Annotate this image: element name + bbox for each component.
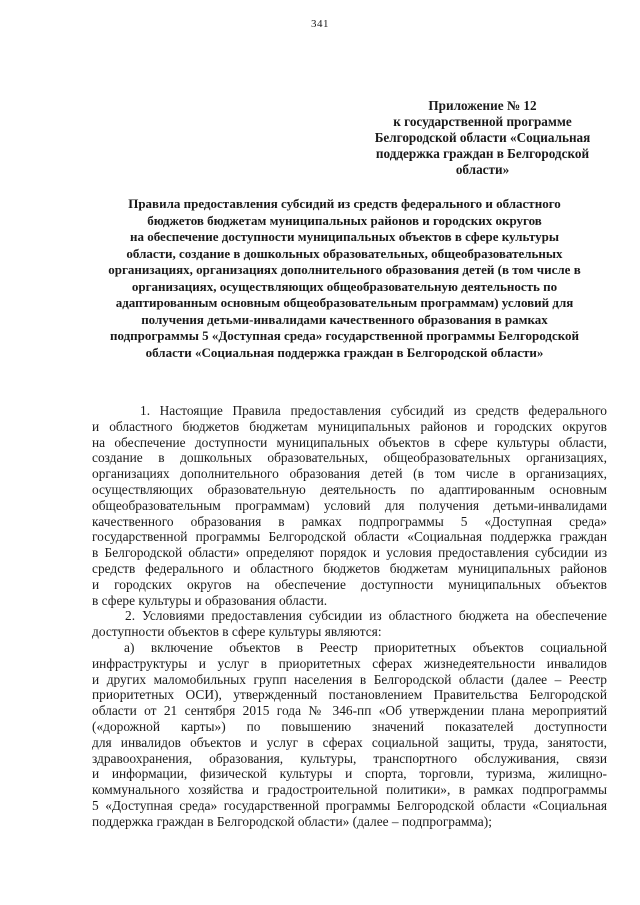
page-number: 341 <box>311 18 329 30</box>
body-line: 2. Условиями предоставления субсидии из областного бюджета на обеспечение <box>125 608 607 624</box>
document-body <box>92 403 607 830</box>
document-title <box>92 196 597 361</box>
appendix-line: области» <box>455 162 510 177</box>
title-line: получения детьми-инвалидами качественного образования в рамках <box>141 311 548 327</box>
body-line: и городских округов на обеспечение доступности муниципальных объектов <box>92 576 607 592</box>
body-line: здравоохранения, образования, культуры, транспортного обслуживания, связи <box>92 750 607 766</box>
appendix-line: поддержка граждан в Белгородской <box>375 146 590 161</box>
body-line: средств федерального и областного бюджетов бюджетам муниципальных районов <box>92 560 607 576</box>
body-line: на обеспечение доступности муниципальных объектов в сфере культуры области, <box>92 434 607 450</box>
body-line: коммунального хозяйства и градостроительной политики», в рамках подпрограммы <box>92 782 607 798</box>
body-line: качественного образования в рамках подпрограммы 5 «Доступная среда» <box>92 513 607 529</box>
title-line: подпрограммы 5 «Доступная среда» государственной программы Белгородской <box>109 328 580 343</box>
body-line: в Белгородской области» определяют порядок и условия предоставления субсидии из <box>92 545 607 561</box>
body-line: 1. Настоящие Правила предоставления субсидий из средств федерального <box>140 403 607 418</box>
body-line: и информации, физической культуры и спорта, торговли, туризма, жилищно- <box>92 766 607 782</box>
title-line: области, создание в дошкольных образовательных, общеобразовательных <box>126 245 563 261</box>
title-line: бюджетов бюджетам муниципальных районов и городских округов <box>147 212 542 228</box>
body-line: а) включение объектов в Реестр приоритетных объектов социальной <box>124 639 607 655</box>
title-line: Правила предоставления субсидий из средств федерального и областного <box>128 196 561 211</box>
body-line: общеобразовательным программам) условий для получения детьми-инвалидами <box>92 497 607 513</box>
appendix-line: к государственной программе <box>393 114 572 129</box>
body-line: 5 «Доступная среда» государственной программы Белгородской области «Социальная <box>92 797 607 813</box>
body-line: и других маломобильных групп населения в Белгородской области (далее – Реестр <box>92 671 607 687</box>
body-line: поддержка граждан в Белгородской области» (далее – подпрограмма); <box>92 813 492 829</box>
title-line: адаптированным основным общеобразовательным программам) условий для <box>115 295 574 310</box>
body-line: инфраструктуры и услуг в приоритетных сферах жизнедеятельности инвалидов <box>92 655 607 671</box>
title-line: на обеспечение доступности муниципальных объектов в сфере культуры <box>129 229 560 244</box>
body-line: («дорожной карты») по повышению значений показателей доступности <box>92 718 607 734</box>
body-line: для инвалидов объектов и услуг в сферах социальной защиты, труда, занятости, <box>92 734 607 750</box>
title-line: области «Социальная поддержка граждан в Белгородской области» <box>145 344 544 360</box>
title-line: организациях, осуществляющих общеобразовательную деятельность по <box>131 278 558 294</box>
title-line: организациях, организациях дополнительного образования детей (в том числе в <box>108 262 581 277</box>
body-line: доступности объектов в сфере культуры являются: <box>92 624 382 640</box>
body-line: в сфере культуры и образования области. <box>92 592 328 608</box>
appendix-line: Приложение № 12 <box>428 98 537 113</box>
appendix-line: Белгородской области «Социальная <box>374 130 591 145</box>
body-line: области от 21 сентября 2015 года № 346-пп «Об утверждении плана мероприятий <box>92 703 607 719</box>
appendix-header <box>355 98 610 178</box>
body-line: приоритетных ОСИ), утвержденный постановлением Правительства Белгородской <box>92 687 607 703</box>
body-line: организациях дополнительного образования детей (в том числе в организациях, <box>92 466 607 482</box>
body-line: осуществляющих образовательную деятельность по адаптированным основным <box>92 481 607 497</box>
body-line: государственной программы Белгородской области «Социальная поддержка граждан <box>92 529 607 545</box>
body-line: и областного бюджетов бюджетам муниципальных районов и городских округов <box>92 418 607 434</box>
body-line: создание в дошкольных образовательных, общеобразовательных организациях, <box>92 450 607 466</box>
